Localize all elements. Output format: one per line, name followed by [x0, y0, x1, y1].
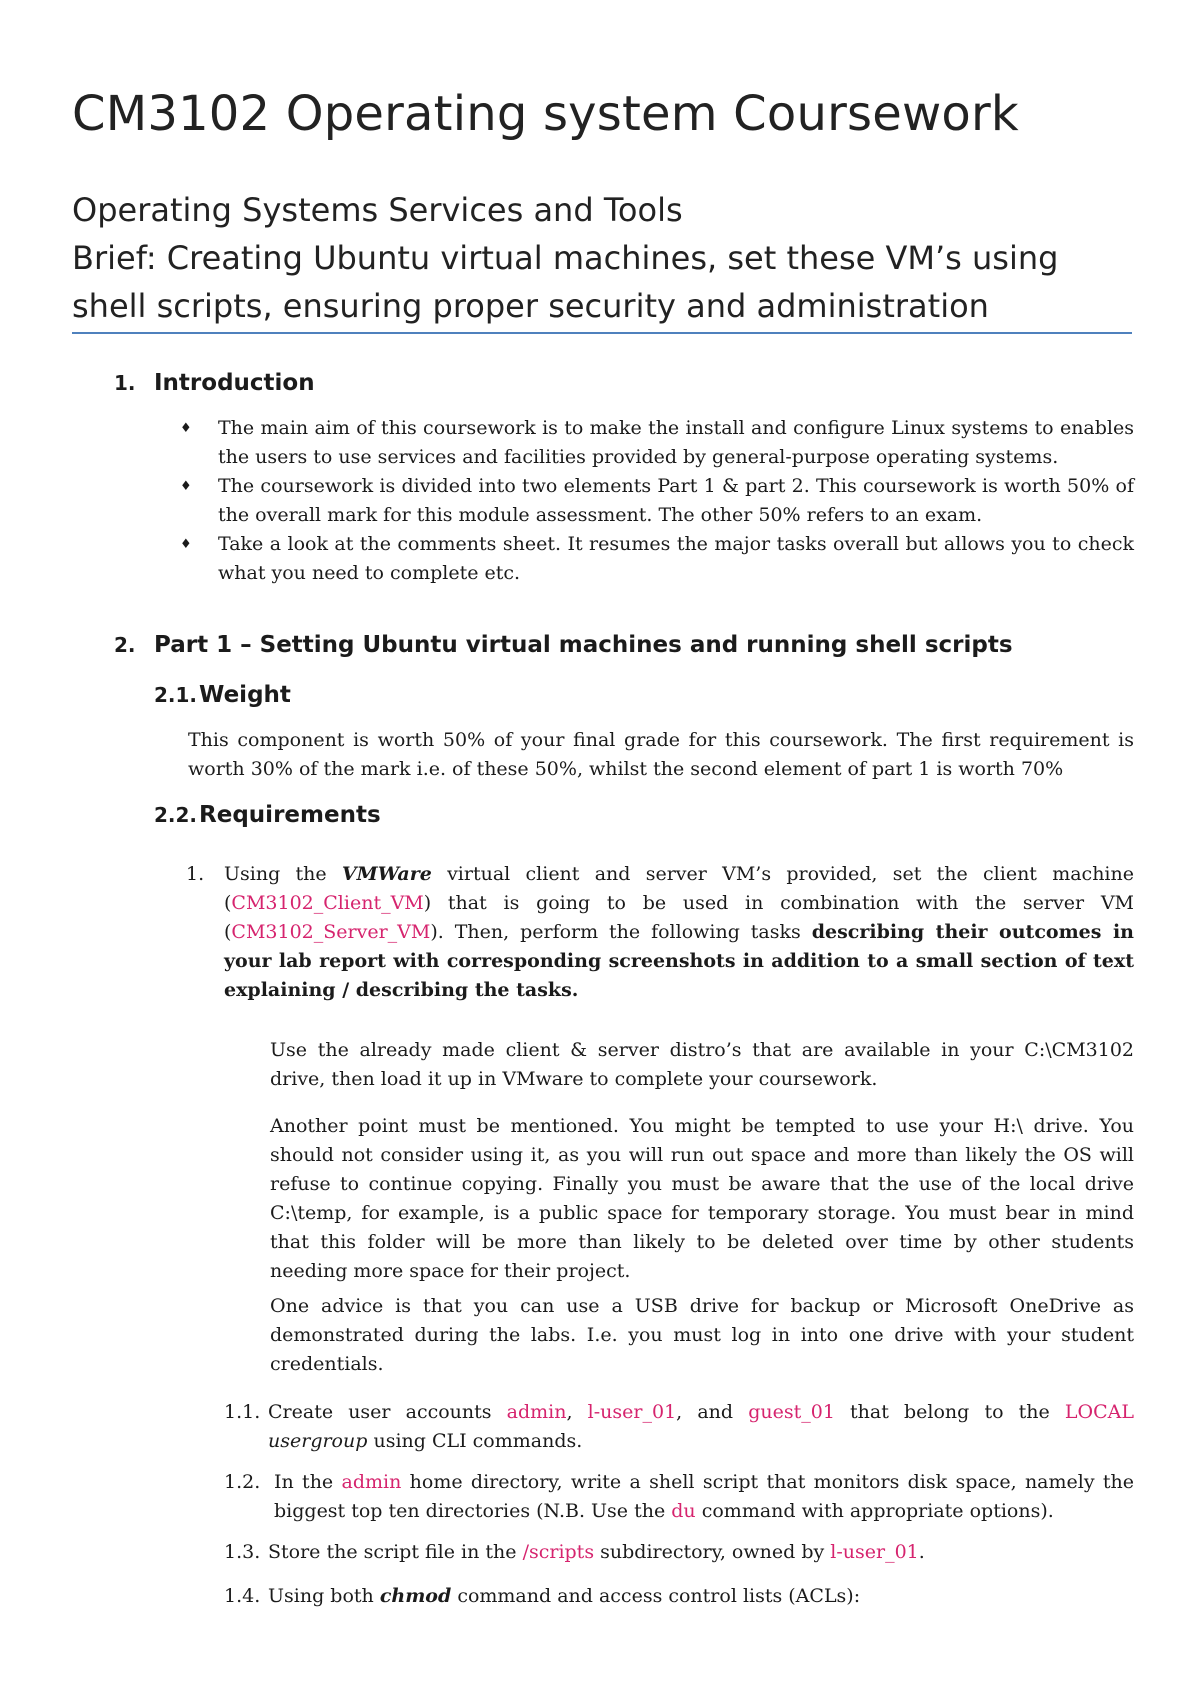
bullet-text: Take a look at the comments sheet. It resumes the major tasks overall but allows you to check what you need to complete etc.: [218, 533, 1134, 584]
intro-bullet-list: [178, 414, 1134, 588]
text-run: .: [918, 1541, 925, 1563]
usergroup-term: usergroup: [268, 1430, 368, 1452]
group-local: LOCAL: [1064, 1401, 1134, 1423]
heading-text: Part 1 – Setting Ubuntu virtual machines and running shell scripts: [154, 632, 1013, 658]
paragraph-distro: Use the already made client & server distro’s that are available in your C:\CM3102 drive, then load it up in VMware to complete your coursework.: [270, 1039, 1134, 1090]
heading-number: 1.: [114, 371, 136, 395]
heading-number: 2.2.: [154, 803, 198, 827]
diamond-bullet-icon: ♦: [180, 421, 192, 436]
paragraph-drive-warning: Another point must be mentioned. You might be tempted to use your H:\ drive. You should not consider using it, as you will run out space and more than likely the OS will refuse to continue copying. Finally you must be aware that the use of the local drive C:\temp, for example, is a public space for temporary storage. You must bear in mind that this folder will be more than likely to be deleted over time by other students needing more space for their project.: [270, 1115, 1134, 1282]
heading-number: 2.1.: [154, 683, 198, 707]
heading-number: 2.: [114, 633, 136, 657]
user-guest-01: guest_01: [748, 1401, 835, 1423]
heading-requirements: [154, 802, 381, 828]
owner-l-user-01: l-user_01: [830, 1541, 919, 1563]
text-run: Using the: [224, 863, 327, 885]
page-subtitle: [72, 186, 1132, 330]
list-item: [178, 414, 1134, 472]
heading-weight: [154, 682, 291, 708]
page-title: CM3102 Operating system Coursework: [72, 86, 1019, 142]
list-item: [178, 530, 1134, 588]
du-command: du: [671, 1500, 696, 1522]
item-number: 1.3.: [224, 1541, 261, 1563]
subtask-1-3: [224, 1538, 1134, 1567]
subtask-1-2: [224, 1468, 1134, 1526]
text-run: that belong to the: [850, 1401, 1050, 1423]
text-run: command with appropriate options).: [701, 1500, 1054, 1522]
scripts-directory: /scripts: [522, 1541, 595, 1563]
chmod-command: chmod: [379, 1585, 452, 1607]
heading-text: Requirements: [199, 802, 381, 828]
item-number: 1.1.: [224, 1401, 261, 1423]
diamond-bullet-icon: ♦: [180, 537, 192, 552]
heading-part-1: [114, 632, 1013, 658]
paragraph-backup-advice: One advice is that you can use a USB drive for backup or Microsoft OneDrive as demonstrated during the labs. I.e. you must log in into one drive with your student credentials.: [270, 1295, 1134, 1375]
diamond-bullet-icon: ♦: [180, 479, 192, 494]
subtitle-line-3: shell scripts, ensuring proper security and administration: [72, 287, 989, 325]
text-run: ). Then, perform the following tasks: [430, 921, 801, 943]
list-item: [178, 472, 1134, 530]
item-number: 1.: [186, 863, 205, 885]
subtitle-line-2: Brief: Creating Ubuntu virtual machines, set these VM’s using: [72, 239, 1059, 277]
vmware-term: VMWare: [341, 863, 432, 885]
user-l-user-01: l-user_01: [587, 1401, 677, 1423]
requirement-item-1: [186, 860, 1134, 1005]
heading-introduction: [114, 370, 315, 396]
text-run: Store the script file in the: [268, 1541, 517, 1563]
item-number: 1.4.: [224, 1585, 261, 1607]
text-run: In the: [274, 1471, 334, 1493]
title-divider: [72, 332, 1132, 334]
server-vm-name: CM3102_Server_VM: [231, 921, 431, 943]
text-run: Create user accounts: [268, 1401, 492, 1423]
bold-instruction: describing their outcomes in your lab report with corresponding screenshots in addition to a small section of text explaining / describing the tasks.: [224, 921, 1134, 1001]
text-run: using CLI commands.: [373, 1430, 583, 1452]
subtask-1-1: [224, 1398, 1134, 1456]
text-run: , and: [676, 1401, 734, 1423]
admin-term: admin: [341, 1471, 402, 1493]
bullet-text: The main aim of this coursework is to make the install and configure Linux systems to enables the users to use services and facilities provided by general-purpose operating systems.: [218, 417, 1134, 468]
bullet-text: The coursework is divided into two elements Part 1 & part 2. This coursework is worth 50% of the overall mark for this module assessment. The other 50% refers to an exam.: [218, 475, 1134, 526]
text-run: home directory, write a shell script that monitors disk space, namely the biggest top ten directories (N.B. Use the: [274, 1471, 1135, 1522]
client-vm-name: CM3102_Client_VM: [231, 892, 424, 914]
subtitle-line-1: Operating Systems Services and Tools: [72, 191, 683, 229]
heading-text: Introduction: [154, 370, 315, 396]
weight-paragraph: This component is worth 50% of your final grade for this coursework. The first requirement is worth 30% of the mark i.e. of these 50%, whilst the second element of part 1 is worth 70%: [188, 729, 1134, 780]
text-run: subdirectory, owned by: [600, 1541, 825, 1563]
text-run: virtual client and server VM’s provided, set the client machine (: [224, 863, 1134, 914]
text-run: ) that is going to be used in combination with the server VM (: [224, 892, 1134, 943]
text-run: ,: [566, 1401, 573, 1423]
text-run: Using both: [268, 1585, 374, 1607]
heading-text: Weight: [199, 682, 291, 708]
text-run: command and access control lists (ACLs):: [457, 1585, 861, 1607]
subtask-1-4: [224, 1582, 1134, 1611]
user-admin: admin: [506, 1401, 567, 1423]
item-number: 1.2.: [224, 1471, 261, 1493]
